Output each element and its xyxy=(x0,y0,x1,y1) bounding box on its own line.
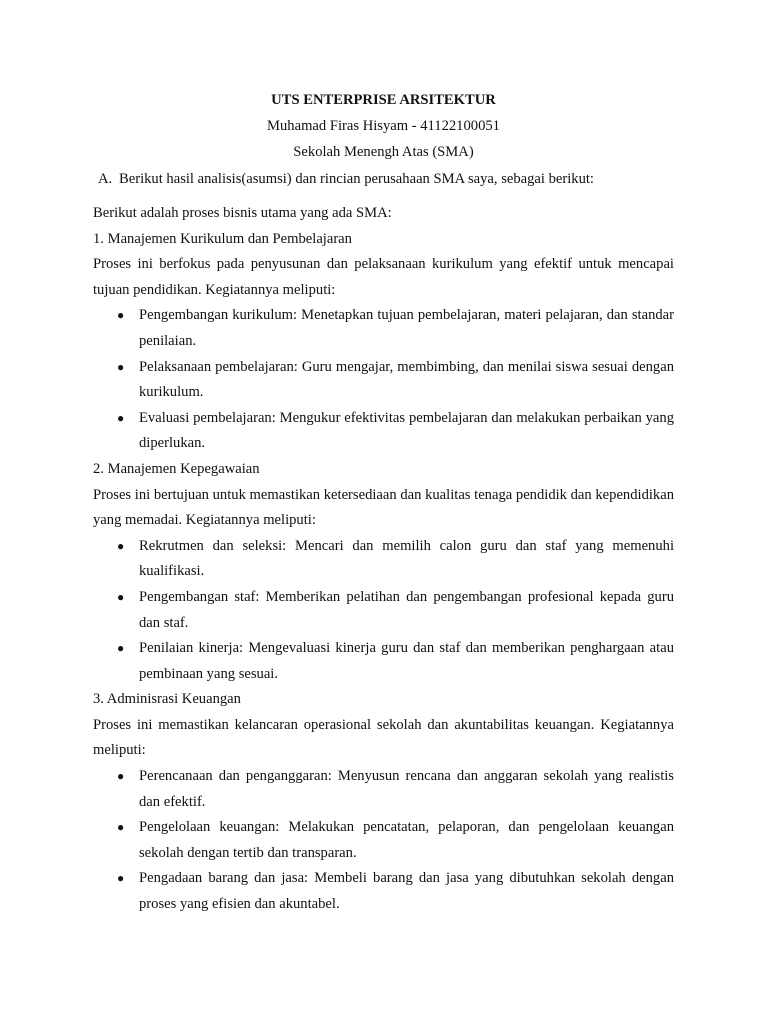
section-heading: 2. Manajemen Kepegawaian xyxy=(93,460,260,477)
bullet-item xyxy=(117,303,674,354)
bullet-text: Pelaksanaan pembelajaran: Guru mengajar, membimbing, dan menilai siswa sesuai dengan kurikulum. xyxy=(139,358,674,401)
bullet-icon: ● xyxy=(117,641,125,656)
section-a-text: Berikut hasil analisis(asumsi) dan rincian perusahaan SMA saya, sebagai berikut: xyxy=(119,171,594,187)
bullet-text: Pengembangan staf: Memberikan pelatihan dan pengembangan profesional kepada guru dan staf. xyxy=(139,588,674,631)
section-description: Proses ini memastikan kelancaran operasional sekolah dan akuntabilitas keuangan. Kegiatannya meliputi: xyxy=(93,716,674,759)
bullet-text: Perencanaan dan penganggaran: Menyusun rencana dan anggaran sekolah yang realistis dan efektif. xyxy=(139,768,674,810)
bullet-icon: ● xyxy=(117,769,125,784)
bullet-icon: ● xyxy=(117,308,125,323)
bullet-icon: ● xyxy=(117,589,125,604)
section-a-letter: A. xyxy=(98,171,113,187)
bullet-list xyxy=(93,534,674,688)
bullet-text: Pengelolaan keuangan: Melakukan pencatatan, pelaporan, dan pengelolaan keuangan sekolah dengan tertib dan transparan. xyxy=(139,819,674,861)
bullet-icon: ● xyxy=(117,359,125,374)
bullet-text: Rekrutmen dan seleksi: Mencari dan memilih calon guru dan staf yang memenuhi kualifikasi. xyxy=(139,537,674,580)
section-a xyxy=(98,168,674,190)
process-section xyxy=(93,227,674,457)
document-body xyxy=(93,201,674,918)
process-section xyxy=(93,457,674,687)
bullet-item xyxy=(117,406,674,457)
intro-line: Berikut adalah proses bisnis utama yang ada SMA: xyxy=(93,205,392,221)
section-description: Proses ini berfokus pada penyusunan dan pelaksanaan kurikulum yang efektif untuk mencapai tujuan pendidikan. Kegiatannya meliputi: xyxy=(93,256,674,298)
bullet-icon: ● xyxy=(117,820,125,835)
bullet-icon: ● xyxy=(117,871,125,886)
section-description: Proses ini bertujuan untuk memastikan ketersediaan dan kualitas tenaga pendidik dan kependidikan yang memadai. Kegiatannya meliputi: xyxy=(93,486,674,529)
bullet-item xyxy=(117,866,674,917)
bullet-item xyxy=(117,585,674,636)
bullet-list xyxy=(93,303,674,457)
bullet-item xyxy=(117,636,674,687)
school-line: Sekolah Menengh Atas (SMA) xyxy=(293,144,474,160)
bullet-icon: ● xyxy=(117,538,125,553)
bullet-text: Pengembangan kurikulum: Menetapkan tujuan pembelajaran, materi pelajaran, dan standar penilaian. xyxy=(139,307,674,349)
bullet-item xyxy=(117,815,674,866)
document-title: UTS ENTERPRISE ARSITEKTUR xyxy=(271,92,496,108)
bullet-item xyxy=(117,534,674,585)
section-heading: 3. Adminisrasi Keuangan xyxy=(93,691,241,708)
section-heading: 1. Manajemen Kurikulum dan Pembelajaran xyxy=(93,230,352,247)
bullet-item xyxy=(117,355,674,406)
bullet-icon: ● xyxy=(117,410,125,425)
process-section xyxy=(93,687,674,917)
bullet-list xyxy=(93,764,674,918)
bullet-text: Pengadaan barang dan jasa: Membeli barang dan jasa yang dibutuhkan sekolah dengan proses yang efisien dan akuntabel. xyxy=(139,870,674,913)
author-line: Muhamad Firas Hisyam - 41122100051 xyxy=(267,118,500,134)
bullet-item xyxy=(117,764,674,815)
bullet-text: Penilaian kinerja: Mengevaluasi kinerja guru dan staf dan memberikan penghargaan atau pembinaan yang sesuai. xyxy=(139,640,674,682)
bullet-text: Evaluasi pembelajaran: Mengukur efektivitas pembelajaran dan melakukan perbaikan yang diperlukan. xyxy=(139,409,674,452)
